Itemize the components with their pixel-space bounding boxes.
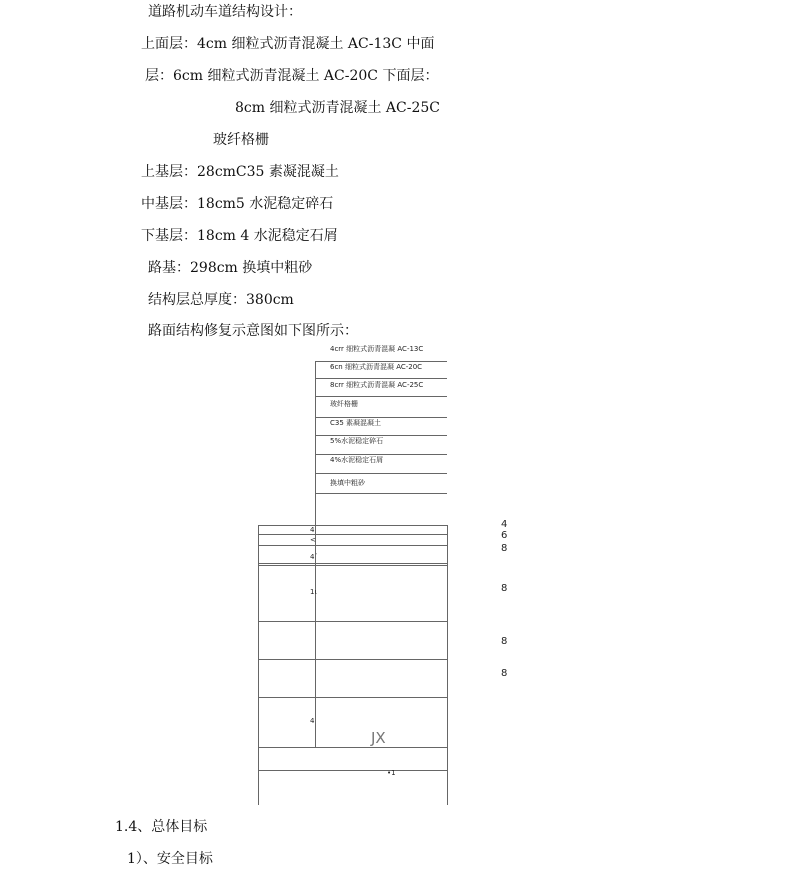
- right-dimension-label: 8: [501, 543, 508, 554]
- text-line-middle-base: 中基层：18cm5 水泥稳定碎石: [141, 196, 334, 212]
- layer-thickness-label: <: [310, 536, 316, 544]
- legend-divider: [315, 378, 447, 379]
- layer-thickness-label: 4˙: [310, 553, 318, 561]
- right-dimension-label: 8: [501, 583, 508, 594]
- legend-item: 8crr 细粒式沥青混凝 AC-25C: [330, 381, 424, 389]
- layer-thickness-label: 1ι: [310, 588, 317, 596]
- text-line-lower-base: 下基层：18cm 4 水泥稳定石屑: [141, 228, 338, 244]
- layer-line: [258, 525, 447, 526]
- text-line-upper-base: 上基层：28cmC35 素凝混凝土: [141, 164, 339, 180]
- layer-line: [258, 545, 447, 546]
- text-line-design-title: 道路机动车道结构设计：: [148, 4, 302, 20]
- text-line-middle-surface: 层：6cm 细粒式沥青混凝土 AC-20C 下面层：: [145, 68, 439, 84]
- layer-line: [258, 747, 447, 748]
- text-line-upper-surface: 上面层：4cm 细粒式沥青混凝土 AC-13C 中面: [141, 36, 435, 52]
- section-heading: 1.4、总体目标: [115, 819, 208, 835]
- text-line-total-thickness: 结构层总厚度：380cm: [148, 292, 294, 308]
- layer-line: [258, 534, 447, 535]
- legend-item: 5%水泥稳定碎石: [330, 437, 384, 445]
- legend-item: 换填中粗砂: [330, 479, 365, 487]
- right-dimension-label: 4: [501, 519, 508, 530]
- text-line-glass-grid: 玻纤格栅: [213, 132, 269, 148]
- jx-label: JX: [371, 729, 386, 747]
- text-line-diagram-intro: 路面结构修复示意图如下图所示：: [148, 323, 358, 339]
- layer-line: [258, 659, 447, 660]
- right-dimension-label: 8: [501, 668, 508, 679]
- layer-line: [258, 621, 447, 622]
- legend-divider: [315, 417, 447, 418]
- section-subheading: 1）、安全目标: [127, 851, 213, 867]
- legend-divider: [315, 435, 447, 436]
- layer-line: [258, 697, 447, 698]
- right-dimension-label: 8: [501, 636, 508, 647]
- layer-thickness-label: 4: [310, 526, 315, 534]
- legend-item: 4%水泥稳定石屑: [330, 456, 384, 464]
- legend-divider: [315, 493, 447, 494]
- layer-line: [258, 563, 447, 564]
- text-line-subgrade: 路基：298cm 换填中粗砂: [148, 260, 313, 276]
- legend-divider: [315, 361, 447, 362]
- text-line-lower-surface: 8cm 细粒式沥青混凝土 AC-25C: [235, 100, 441, 116]
- legend-item: 4crr 细粒式沥青混凝 AC-13C: [330, 345, 424, 353]
- legend-divider: [315, 454, 447, 455]
- legend-item: 6cn 细粒式沥青混凝 AC-20C: [330, 363, 423, 371]
- legend-divider: [315, 396, 447, 397]
- right-dimension-label: 6: [501, 530, 508, 541]
- layer-line: [258, 770, 447, 771]
- legend-item: 玻纤格栅: [330, 400, 358, 408]
- layer-box-right: [447, 525, 448, 805]
- layer-thickness-label: •1: [387, 769, 396, 777]
- legend-item: C35 素凝混凝土: [330, 419, 382, 427]
- layer-line: [258, 565, 447, 566]
- layer-thickness-label: 4: [310, 717, 315, 725]
- layer-box-left: [258, 525, 259, 805]
- legend-divider: [315, 473, 447, 474]
